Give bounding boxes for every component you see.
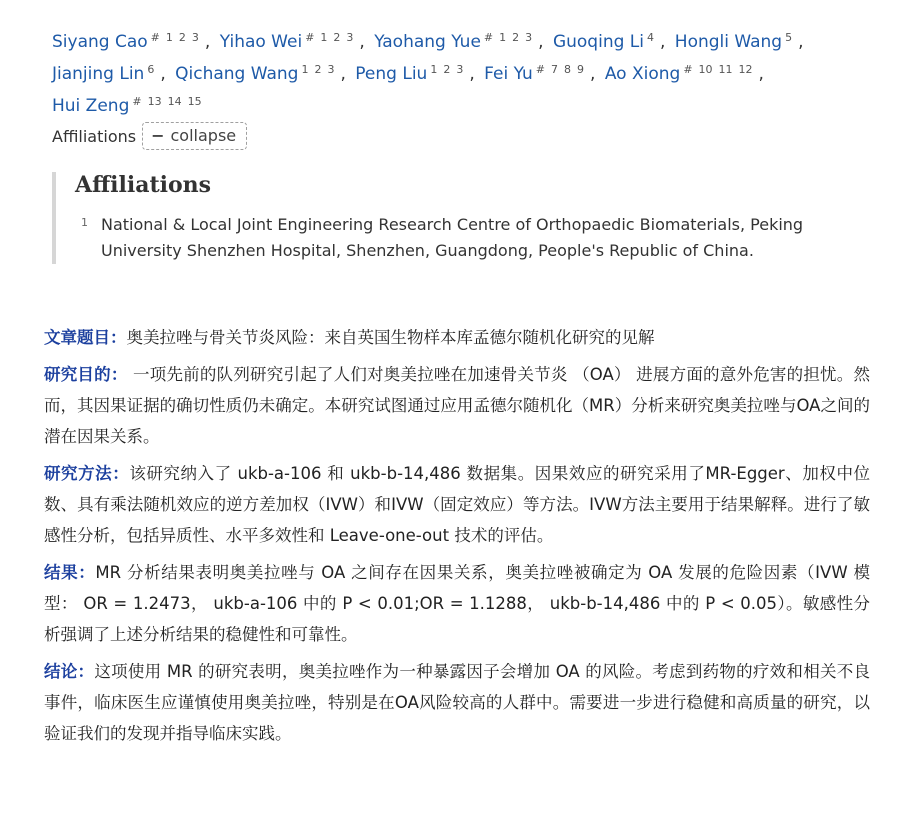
author-separator: ,: [659, 32, 666, 52]
author-affiliation-refs: [536, 63, 590, 76]
author-separator: ,: [538, 32, 544, 52]
author-separator: ,: [590, 64, 596, 84]
author-separator: ,: [758, 64, 764, 84]
affiliation-ref[interactable]: 1: [301, 63, 309, 76]
author-link[interactable]: Ao Xiong: [604, 64, 681, 84]
author-affiliation-refs: [785, 31, 798, 44]
abstract-conclusion-paragraph: [44, 656, 870, 749]
affiliation-ref[interactable]: 3: [456, 63, 464, 76]
author-link[interactable]: Guoqing Li: [552, 32, 644, 52]
affiliations-toggle-row: [52, 122, 247, 150]
chinese-abstract: [44, 322, 870, 755]
author-link[interactable]: Hongli Wang: [674, 32, 783, 52]
author-link[interactable]: Peng Liu: [355, 64, 428, 84]
affiliation-ref[interactable]: 3: [346, 31, 354, 44]
author-affiliation-refs: [301, 63, 340, 76]
author-item: [355, 64, 469, 84]
affiliation-ref[interactable]: #: [132, 95, 142, 108]
author-affiliation-refs: [305, 31, 359, 44]
affiliation-ref[interactable]: 2: [178, 31, 186, 44]
author-link[interactable]: Qichang Wang: [175, 64, 299, 84]
collapse-button[interactable]: [142, 122, 247, 150]
abstract-methods-paragraph: [44, 458, 870, 551]
author-separator: ,: [798, 32, 804, 52]
author-item: [605, 64, 759, 84]
author-affiliation-refs: [132, 95, 207, 108]
author-separator: ,: [359, 32, 365, 52]
author-link[interactable]: Jianjing Lin: [52, 64, 145, 84]
abstract-label: 文章题目：: [44, 328, 127, 347]
abstract-title-paragraph: [44, 322, 870, 353]
abstract-results-paragraph: [44, 557, 870, 650]
author-item: [175, 64, 340, 84]
affiliation-ref[interactable]: 14: [167, 95, 182, 108]
author-separator: ,: [340, 64, 346, 84]
abstract-objective-paragraph: [44, 359, 870, 452]
affiliation-ref[interactable]: #: [683, 63, 693, 76]
affiliations-label: Affiliations: [52, 126, 137, 146]
abstract-text: 这项使用 MR 的研究表明，奥美拉唑作为一种暴露因子会增加 OA 的风险。考虑到药物的疗效和相关不良事件，临床医生应谨慎使用奥美拉唑，特别是在OA风险较高的人群中。需要进一步进行稳健和高质量的研究，以验证我们的发现并指导临床实践。: [44, 662, 871, 743]
abstract-text: 奥美拉唑与骨关节炎风险：来自英国生物样本库孟德尔随机化研究的见解: [126, 328, 655, 347]
author-item: [52, 64, 160, 84]
affiliation-ref[interactable]: 10: [698, 63, 713, 76]
affiliation-ref[interactable]: 2: [443, 63, 451, 76]
affiliations-panel: [52, 172, 865, 264]
affiliation-ref[interactable]: 5: [785, 31, 793, 44]
author-item: [675, 32, 798, 52]
affiliation-ref[interactable]: 13: [147, 95, 162, 108]
affiliation-ref[interactable]: #: [535, 63, 546, 76]
abstract-label: 研究方法：: [44, 464, 130, 483]
author-affiliation-refs: [683, 63, 758, 76]
affiliation-ref[interactable]: 3: [191, 31, 199, 44]
author-separator: ,: [469, 64, 475, 84]
affiliation-ref[interactable]: 6: [147, 63, 155, 76]
abstract-label: 结果：: [44, 563, 96, 582]
author-link[interactable]: Yihao Wei: [219, 32, 303, 52]
affiliation-ref[interactable]: 15: [187, 95, 202, 108]
author-item: [374, 32, 538, 52]
affiliation-ref[interactable]: 1: [165, 31, 173, 44]
affiliation-text: National & Local Joint Engineering Research Centre of Orthopaedic Biomaterials, Peking University Shenzhen Hospital, Shenzhen, Guangdong, People's Republic of China.: [101, 215, 804, 260]
affiliation-ref[interactable]: 7: [551, 63, 559, 76]
affiliation-ref[interactable]: 2: [512, 31, 520, 44]
affiliations-heading: Affiliations: [75, 172, 212, 198]
abstract-text: 该研究纳入了 ukb-a-106 和 ukb-b-14,486 数据集。因果效应的研究采用了MR-Egger、加权中位数、具有乘法随机效应的逆方差加权（IVW）和IVW（固定效应）等方法。IVW方法主要用于结果解释。进行了敏感性分析，包括异质性、水平多效性和 Leave-one-out 技术的评估。: [44, 464, 871, 545]
affiliation-ref[interactable]: 12: [738, 63, 753, 76]
affiliation-ref[interactable]: 9: [577, 63, 585, 76]
minus-icon: −: [151, 126, 165, 145]
author-link[interactable]: Hui Zeng: [52, 96, 130, 116]
affiliation-ref[interactable]: 11: [718, 63, 733, 76]
affiliation-ref[interactable]: #: [150, 31, 160, 44]
author-item: [484, 64, 590, 84]
author-separator: ,: [204, 32, 211, 52]
author-affiliation-refs: [647, 31, 660, 44]
clipped-article-title: [0, 0, 909, 6]
author-affiliation-refs: [151, 31, 205, 44]
affiliation-ref[interactable]: 1: [430, 63, 438, 76]
affiliation-ref[interactable]: 8: [564, 63, 572, 76]
abstract-text: MR 分析结果表明奥美拉唑与 OA 之间存在因果关系，奥美拉唑被确定为 OA 发展的危险因素（IVW 模型： OR = 1.2473， ukb-a-106 中的 P < 0.01;OR = 1.1288， ukb-b-14,486 中的 P < 0.05）。敏感性分析强调了上述分析结果的稳健性和可靠性。: [44, 563, 871, 644]
author-item: [220, 32, 360, 52]
author-item: [52, 96, 208, 116]
affiliation-ref[interactable]: #: [483, 31, 494, 44]
affiliation-ref[interactable]: 1: [320, 31, 328, 44]
author-link[interactable]: Yaohang Yue: [374, 32, 481, 52]
abstract-text: 一项先前的队列研究引起了人们对奥美拉唑在加速骨关节炎 （OA） 进展方面的意外危害的担忧。然而，其因果证据的确切性质仍未确定。本研究试图通过应用孟德尔随机化（MR）分析来研究奥美拉唑与OA之间的潜在因果关系。: [44, 365, 870, 446]
affiliation-ref[interactable]: 2: [314, 63, 322, 76]
author-affiliation-refs: [147, 63, 160, 76]
author-link[interactable]: Fei Yu: [484, 64, 533, 84]
collapse-button-label: collapse: [170, 126, 237, 145]
author-link[interactable]: Siyang Cao: [52, 32, 148, 52]
affiliation-ref[interactable]: 3: [327, 63, 335, 76]
affiliation-ref[interactable]: 1: [499, 31, 507, 44]
affiliation-number: 1: [81, 216, 88, 229]
author-affiliation-refs: [430, 63, 469, 76]
affiliation-ref[interactable]: #: [305, 31, 315, 44]
abstract-label: 结论：: [44, 662, 95, 681]
affiliation-ref[interactable]: 4: [646, 31, 654, 44]
abstract-label: 研究目的：: [44, 365, 128, 384]
affiliation-item: [75, 212, 865, 264]
author-list: [52, 24, 892, 120]
affiliation-ref[interactable]: 2: [333, 31, 341, 44]
author-item: [553, 32, 660, 52]
author-item: [52, 32, 205, 52]
author-affiliation-refs: [484, 31, 538, 44]
author-separator: ,: [160, 64, 166, 84]
affiliation-ref[interactable]: 3: [525, 31, 533, 44]
